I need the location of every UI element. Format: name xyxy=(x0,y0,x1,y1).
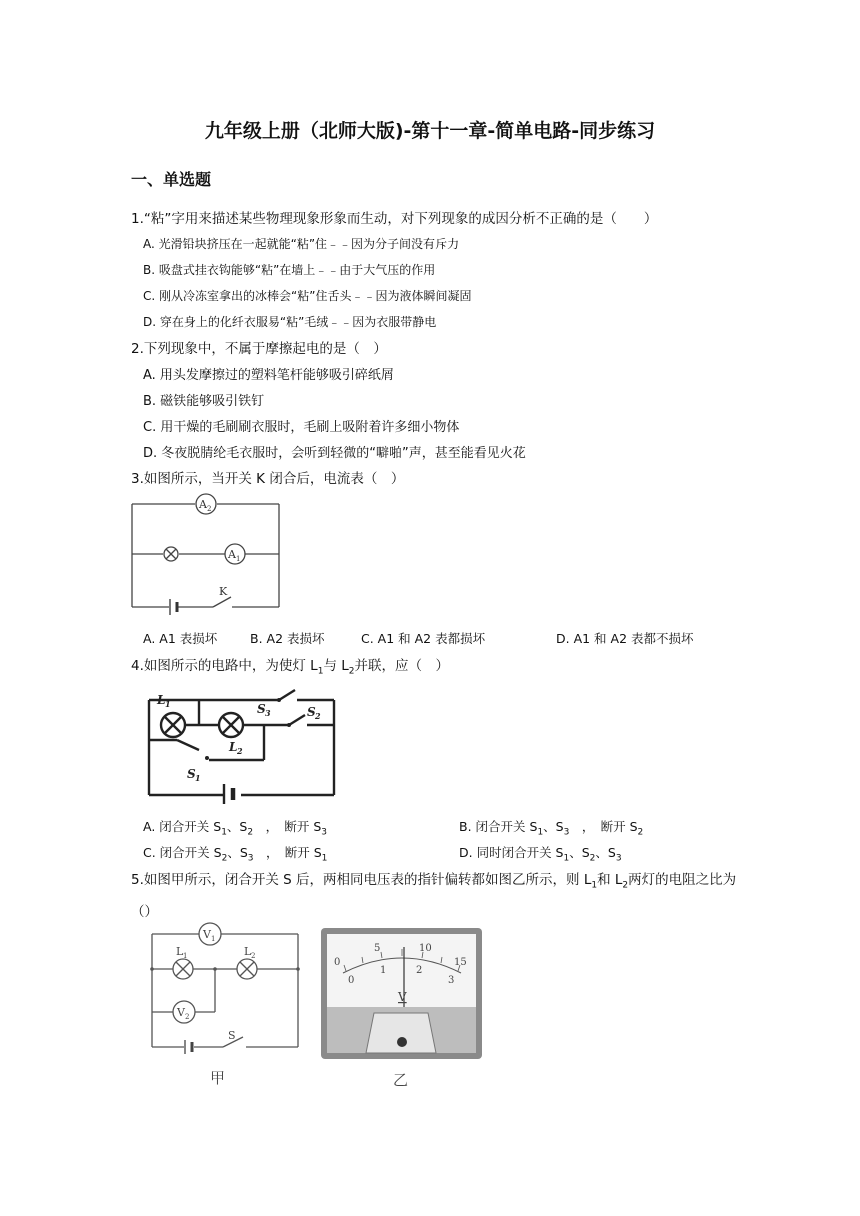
meter-unit-label: V xyxy=(398,990,407,1004)
option-text: ， 断开 S xyxy=(253,819,322,834)
lamp-l1-label: L xyxy=(157,693,166,707)
lamp-l2-label: L xyxy=(244,945,252,958)
subscript: 2 xyxy=(622,880,629,891)
option-text: 、S xyxy=(226,819,248,834)
voltmeter-v2-label: V xyxy=(177,1006,185,1019)
voltmeter-v1-label: V xyxy=(203,928,211,941)
switch-s1-label: S xyxy=(187,767,196,781)
scale-outer-10: 10 xyxy=(419,943,432,954)
subscript: 2 xyxy=(221,853,228,864)
switch-s-label: S xyxy=(228,1029,236,1042)
question-1-option-a[interactable]: A. 光滑铅块挤压在一起就能“粘”住﹣﹣因为分子间没有斥力 xyxy=(143,237,460,251)
switch-s1-sub: 1 xyxy=(195,773,201,783)
question-4-option-a[interactable] xyxy=(143,817,327,838)
option-text: B. 闭合开关 S xyxy=(459,819,538,834)
stem-text: 并联，应（ ） xyxy=(354,658,449,674)
question-1-option-c[interactable]: C. 刚从冷冻室拿出的冰棒会“粘”住舌头﹣﹣因为液体瞬间凝固 xyxy=(143,289,472,303)
subscript: 1 xyxy=(563,853,570,864)
scale-inner-1: 1 xyxy=(380,965,387,976)
subscript: 2 xyxy=(589,853,596,864)
option-text: ， 断开 S xyxy=(569,819,638,834)
stem-text: 5.如图甲所示，闭合开关 S 后，两相同电压表的指针偏转都如图乙所示，则 L xyxy=(131,872,592,888)
scale-outer-15: 15 xyxy=(454,957,467,968)
voltmeter-v2-sub: 2 xyxy=(185,1013,190,1021)
ammeter-a2-label: A xyxy=(199,498,207,511)
subscript: 1 xyxy=(221,827,227,838)
question-3-stem: 3.如图所示，当开关 K 闭合后，电流表（ ） xyxy=(131,471,405,487)
lamp-l2-label: L xyxy=(229,740,238,754)
switch-k-label: K xyxy=(219,585,228,598)
option-text: C. 闭合开关 S xyxy=(143,845,222,860)
stem-text: 和 L xyxy=(597,872,623,888)
subscript: 3 xyxy=(321,827,327,838)
option-text: 、S xyxy=(543,819,564,834)
lamp-l2-sub: 2 xyxy=(251,952,256,960)
option-text: D. 同时闭合开关 S xyxy=(459,845,564,860)
option-text: A. 闭合开关 S xyxy=(143,819,222,834)
option-text: ， 断开 S xyxy=(253,845,322,860)
question-3-option-c[interactable]: C. A1 和 A2 表都损坏 xyxy=(361,631,486,646)
subscript: 1 xyxy=(537,827,544,838)
question-4-option-c[interactable] xyxy=(143,843,327,864)
question-2-stem: 2.下列现象中，不属于摩擦起电的是（ ） xyxy=(131,341,387,357)
scale-inner-0: 0 xyxy=(348,975,355,986)
ammeter-a1-label: A xyxy=(228,548,236,561)
stem-text: 与 L xyxy=(323,658,349,674)
question-2-option-b[interactable]: B. 磁铁能够吸引铁钉 xyxy=(143,394,265,409)
question-4-stem xyxy=(131,654,449,677)
question-1-stem: 1.“粘”字用来描述某些物理现象形象而生动，对下列现象的成因分析不正确的是（ ） xyxy=(131,211,658,227)
scale-outer-5: 5 xyxy=(374,943,381,954)
question-2-option-d[interactable]: D. 冬夜脱腈纶毛衣服时，会听到轻微的“噼啪”声，甚至能看见火花 xyxy=(143,446,526,461)
subscript: 1 xyxy=(317,666,324,677)
question-1-option-b[interactable]: B. 吸盘式挂衣钩能够“粘”在墙上﹣﹣由于大气压的作用 xyxy=(143,263,436,277)
question-5-stem xyxy=(131,867,741,925)
question-3-circuit-diagram xyxy=(129,491,283,617)
figure-yi-caption: 乙 xyxy=(393,1071,409,1089)
lamp-l1-sub: 1 xyxy=(165,699,171,709)
question-4-option-b[interactable] xyxy=(459,817,643,838)
question-4-circuit-diagram xyxy=(129,680,341,806)
question-2-option-c[interactable]: C. 用干燥的毛刷刷衣服时，毛刷上吸附着许多细小物体 xyxy=(143,420,460,435)
voltmeter-v1-sub: 1 xyxy=(211,935,216,943)
question-1-option-d[interactable]: D. 穿在身上的化纤衣服易“粘”毛绒﹣﹣因为衣服带静电 xyxy=(143,315,437,329)
switch-s3-label: S xyxy=(257,702,266,716)
ammeter-a1-sub: 1 xyxy=(236,555,241,563)
stem-text: 4.如图所示的电路中，为使灯 L xyxy=(131,658,318,674)
subscript: 3 xyxy=(247,853,254,864)
subscript: 2 xyxy=(247,827,254,838)
switch-s2-sub: 2 xyxy=(315,711,321,721)
question-3-option-d[interactable]: D. A1 和 A2 表都不损坏 xyxy=(556,631,694,646)
question-3-option-a[interactable]: A. A1 表损坏 xyxy=(143,631,218,646)
switch-s2-label: S xyxy=(307,705,316,719)
option-text: 、S xyxy=(595,845,616,860)
lamp-l2-sub: 2 xyxy=(237,746,243,756)
subscript: 2 xyxy=(637,827,644,838)
scale-inner-2: 2 xyxy=(416,965,423,976)
scale-outer-0: 0 xyxy=(334,957,341,968)
switch-s3-sub: 3 xyxy=(265,708,271,718)
lamp-l1-label: L xyxy=(176,945,184,958)
lamp-l1-sub: 1 xyxy=(183,952,188,960)
subscript: 2 xyxy=(348,666,355,677)
question-4-option-d[interactable] xyxy=(459,843,622,864)
option-text: 、S xyxy=(569,845,590,860)
question-5-circuit-diagram-jia xyxy=(140,922,310,1092)
page-title: 九年级上册（北师大版)-第十一章-简单电路-同步练习 xyxy=(204,120,656,142)
subscript: 1 xyxy=(321,853,328,864)
subscript: 3 xyxy=(615,853,622,864)
ammeter-a2-sub: 2 xyxy=(207,505,212,513)
scale-inner-3: 3 xyxy=(448,975,455,986)
figure-jia-caption: 甲 xyxy=(210,1069,226,1087)
subscript: 1 xyxy=(591,880,598,891)
question-3-option-b[interactable]: B. A2 表损坏 xyxy=(250,631,325,646)
option-text: 、S xyxy=(227,845,248,860)
subscript: 3 xyxy=(563,827,570,838)
question-2-option-a[interactable]: A. 用头发摩擦过的塑料笔杆能够吸引碎纸屑 xyxy=(143,368,394,383)
stem-text: 两灯的电阻之比为（） xyxy=(131,872,737,920)
section-heading: 一、单选题 xyxy=(131,170,212,189)
question-5-voltmeter-yi xyxy=(318,925,486,1093)
